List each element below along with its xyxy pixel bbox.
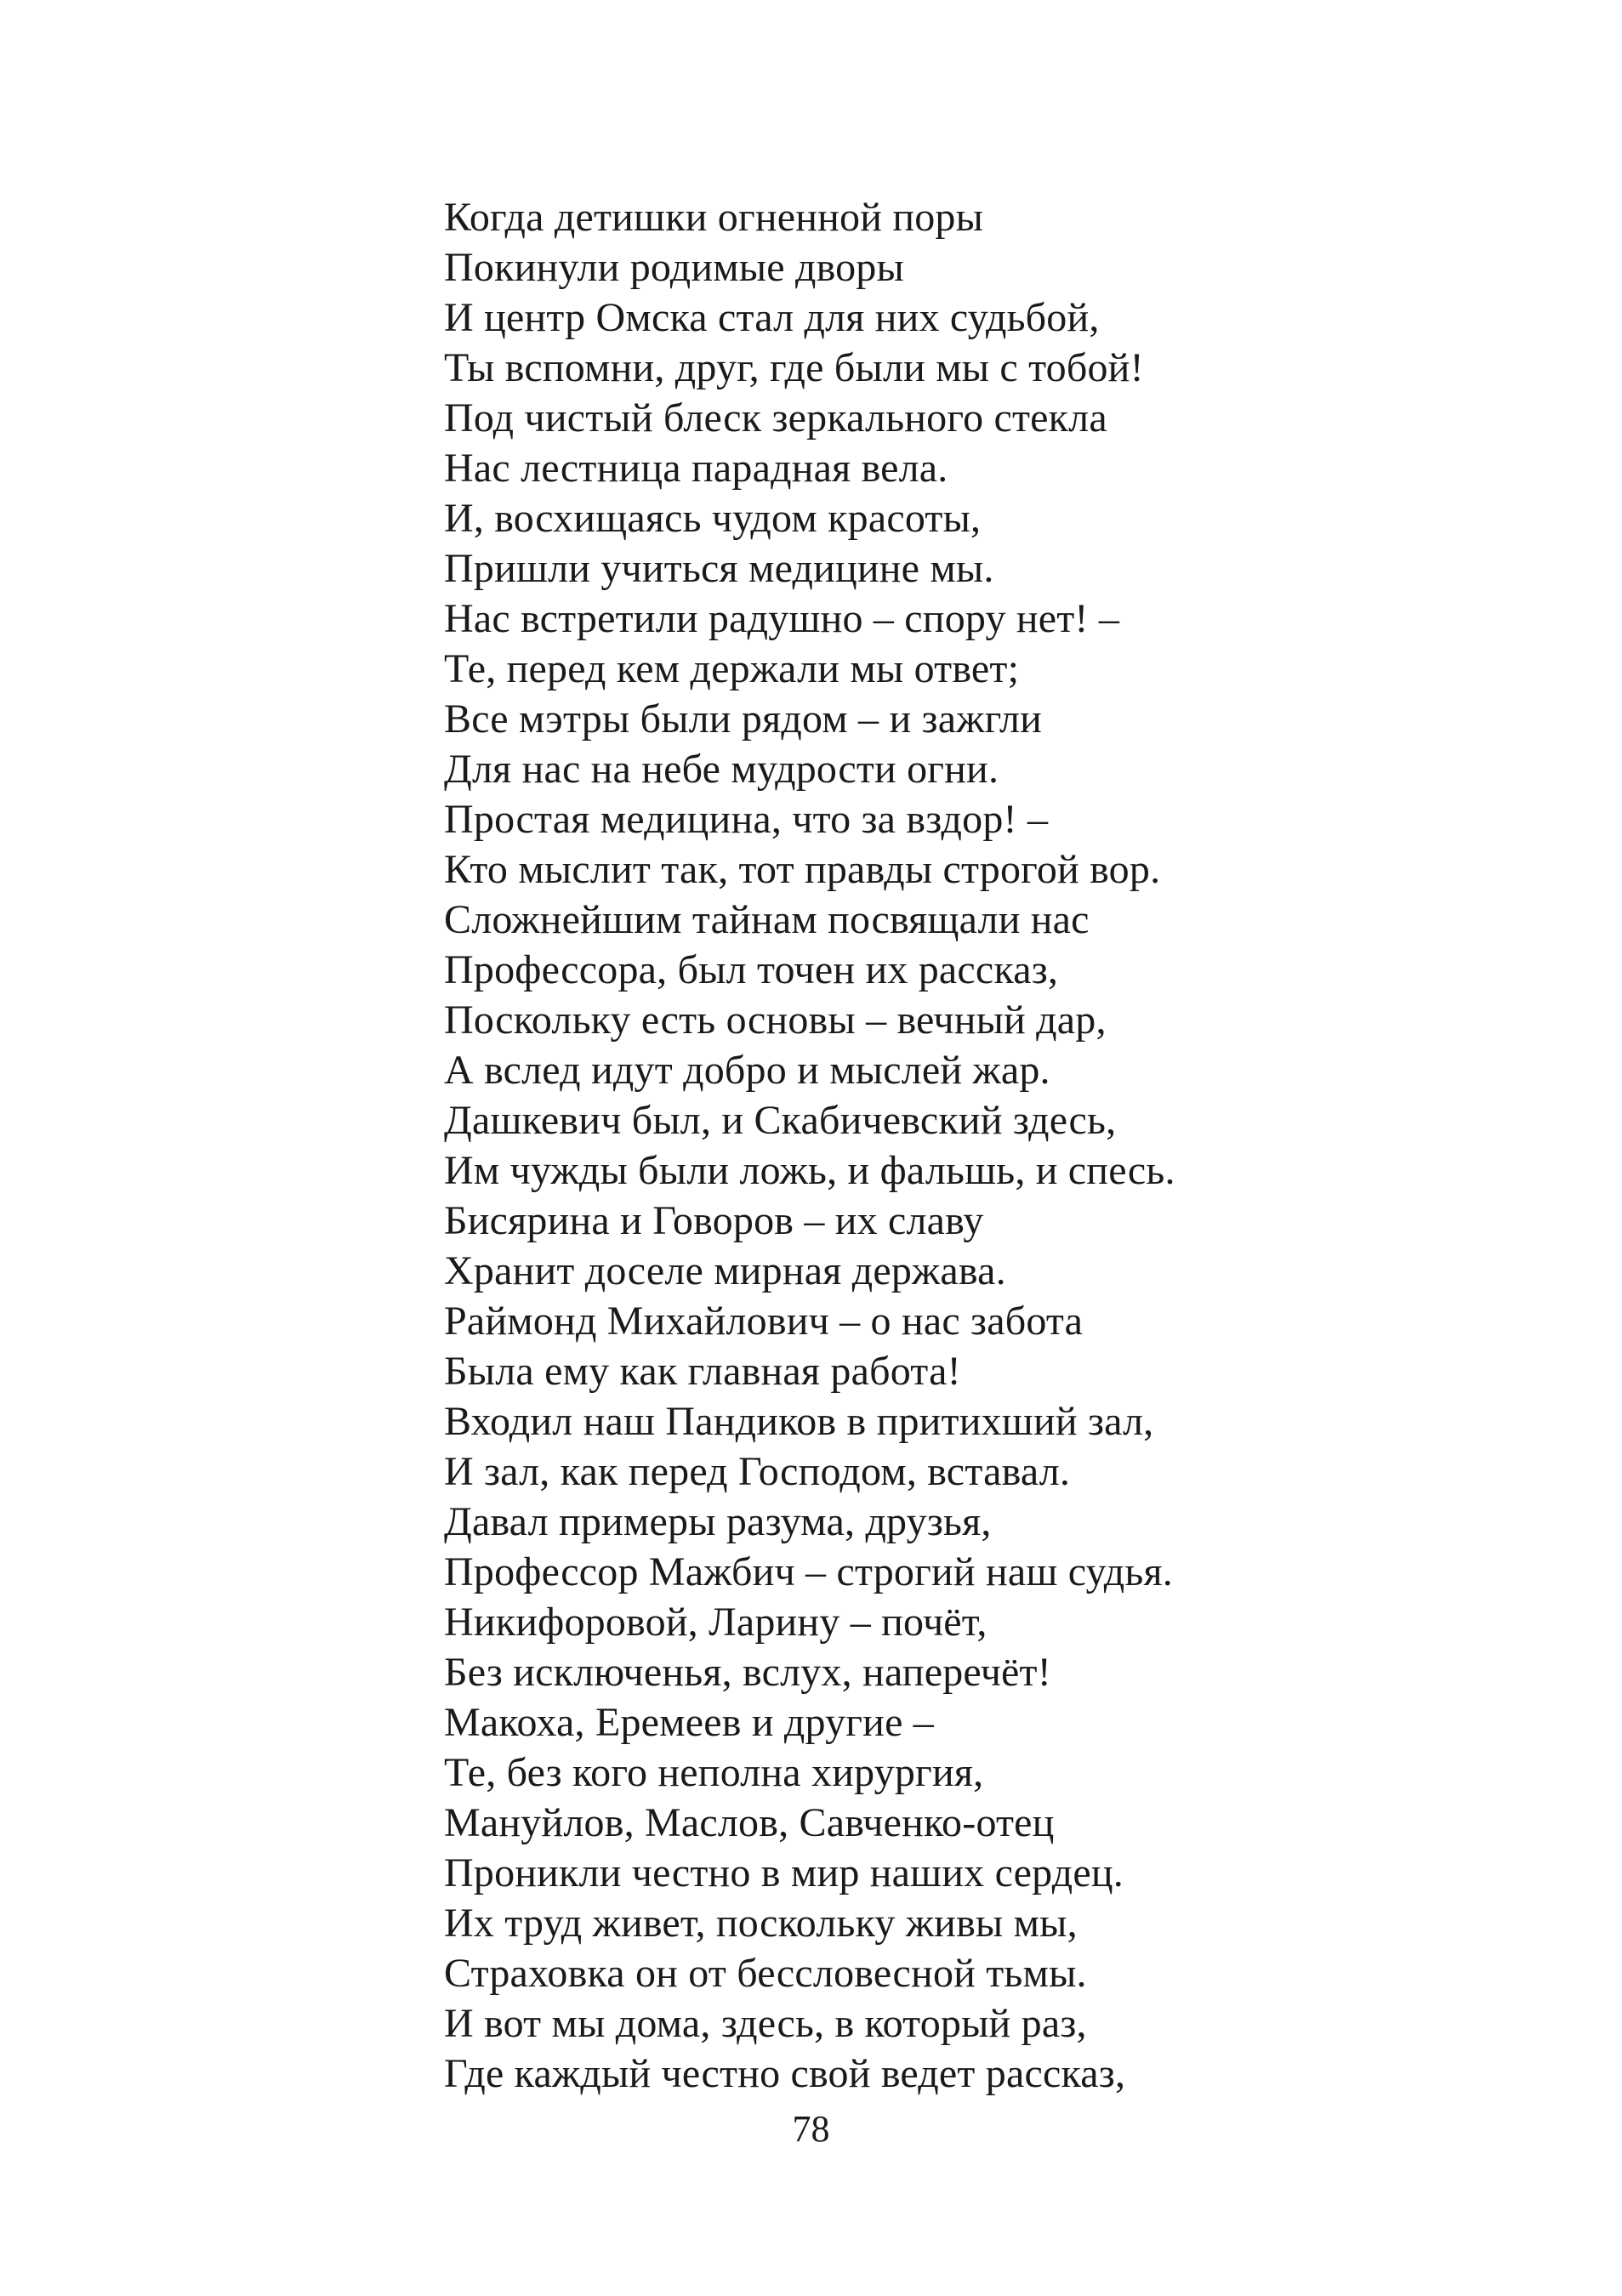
poem-line: Их труд живет, поскольку живы мы, <box>444 1901 1078 1946</box>
poem-line: Никифоровой, Ларину – почёт, <box>444 1600 987 1645</box>
poem-line: Раймонд Михайлович – о нас забота <box>444 1299 1084 1344</box>
poem-line: И, восхищаясь чудом красоты, <box>444 496 982 541</box>
poem-line: Те, без кого неполна хирургия, <box>444 1750 984 1795</box>
poem-line: Бисярина и Говоров – их славу <box>444 1198 984 1243</box>
poem-line: Страховка он от бессловесной тьмы. <box>444 1951 1087 1996</box>
poem-line: И вот мы дома, здесь, в который раз, <box>444 2001 1087 2046</box>
poem-line: Макоха, Еремеев и другие – <box>444 1700 934 1745</box>
poem-line: И зал, как перед Господом, вставал. <box>444 1449 1071 1494</box>
poem-line: Когда детишки огненной поры <box>444 195 984 240</box>
poem-line: Нас встретили радушно – спору нет! – <box>444 596 1120 641</box>
poem-line: Простая медицина, что за вздор! – <box>444 797 1049 842</box>
poem-line: Для нас на небе мудрости огни. <box>444 747 999 792</box>
poem-line: Поскольку есть основы – вечный дар, <box>444 997 1107 1043</box>
poem-line: Покинули родимые дворы <box>444 245 904 290</box>
poem-line: И центр Омска стал для них судьбой, <box>444 295 1100 340</box>
page-number: 78 <box>792 2108 830 2150</box>
poem-line: Под чистый блеск зеркального стекла <box>444 395 1107 440</box>
poem-line: Где каждый честно свой ведет рассказ, <box>444 2051 1126 2096</box>
poem-line: Те, перед кем держали мы ответ; <box>444 646 1020 691</box>
poem-line: Им чужды были ложь, и фальшь, и спесь. <box>444 1148 1175 1193</box>
poem-line: Кто мыслит так, тот правды строгой вор. <box>444 847 1161 892</box>
poem-line: Профессор Мажбич – строгий наш судья. <box>444 1549 1173 1594</box>
poem-line: Все мэтры были рядом – и зажгли <box>444 696 1043 742</box>
poem-line: Профессора, был точен их рассказ, <box>444 947 1059 992</box>
poem-line: Давал примеры разума, друзья, <box>444 1499 992 1544</box>
poem-line: Без исключенья, вслух, наперечёт! <box>444 1650 1051 1695</box>
poem-line: Нас лестница парадная вела. <box>444 446 948 491</box>
poem-line: Ты вспомни, друг, где были мы с тобой! <box>444 345 1144 390</box>
poem-text <box>444 192 1550 2099</box>
poem-line: Хранит доселе мирная держава. <box>444 1248 1006 1293</box>
poem-line: Входил наш Пандиков в притихший зал, <box>444 1399 1154 1444</box>
poem-line: Проникли честно в мир наших сердец. <box>444 1850 1124 1895</box>
poem-line: Дашкевич был, и Скабичевский здесь, <box>444 1098 1117 1143</box>
poem-line: Сложнейшим тайнам посвящали нас <box>444 897 1090 942</box>
poem-line: Была ему как главная работа! <box>444 1349 961 1394</box>
poem-line: А вслед идут добро и мыслей жар. <box>444 1048 1050 1093</box>
poem-line: Мануйлов, Маслов, Савченко-отец <box>444 1800 1055 1845</box>
poem-line: Пришли учиться медицине мы. <box>444 546 994 591</box>
